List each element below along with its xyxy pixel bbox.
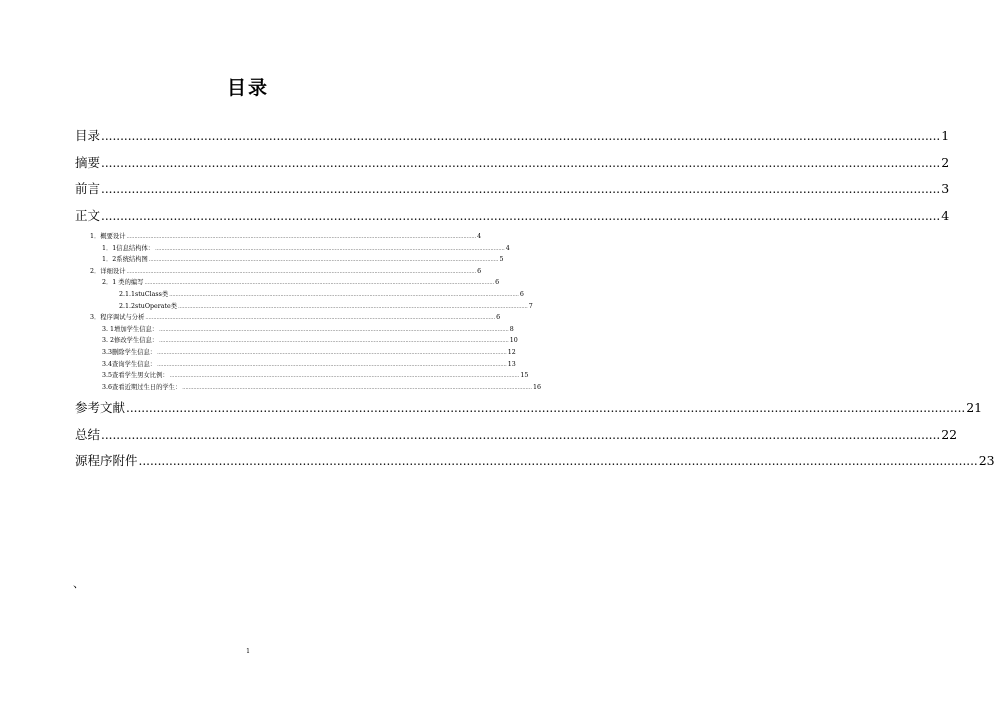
- dot-leader: ............................................................................................................................................................................................................................: [101, 129, 941, 143]
- table-of-contents: [75, 123, 995, 475]
- toc-entry-label: 2．1 类的编写: [102, 279, 144, 287]
- toc-entry-edit-student[interactable]: [75, 335, 518, 347]
- toc-entry-class-writing[interactable]: [75, 277, 500, 289]
- toc-entry-abstract[interactable]: [75, 150, 950, 177]
- toc-entry-info-struct[interactable]: [75, 243, 510, 255]
- toc-entry-page: 6: [477, 267, 482, 275]
- toc-entry-label: 目录: [75, 128, 101, 143]
- toc-entry-system-diagram[interactable]: [75, 254, 504, 266]
- toc-entry-label: 1．2系统结构图: [102, 256, 148, 264]
- toc-entry-stuoperate[interactable]: [75, 301, 533, 313]
- toc-entry-page: 23: [978, 453, 995, 469]
- stray-mark: 、: [73, 577, 84, 590]
- toc-entry-label: 3. 1增加学生信息：: [102, 325, 159, 333]
- dot-leader: ............................................................................................................................................................................................................................: [101, 427, 941, 442]
- toc-entry-page: 6: [496, 314, 501, 322]
- toc-entry-page: 4: [477, 233, 482, 240]
- dot-leader: ............................................................................................................................................................................................................................: [101, 208, 941, 223]
- toc-entry-label: 2．详细设计: [90, 267, 126, 275]
- toc-entry-page: 10: [509, 337, 518, 345]
- toc-entry-label: 前言: [75, 181, 101, 196]
- toc-title: 目录: [226, 77, 269, 99]
- dot-leader: ............................................................................................................................................................................................................................: [145, 315, 496, 322]
- dot-leader: ............................................................................................................................................................................................................................: [178, 303, 528, 310]
- toc-entry-overview-design[interactable]: [75, 231, 482, 243]
- toc-entry-label: 摘要: [75, 154, 101, 170]
- toc-entry-label: 1．1信息结构体：: [102, 244, 155, 252]
- toc-entry-label: 参考文献: [75, 400, 126, 416]
- dot-leader: ............................................................................................................................................................................................................................: [155, 245, 505, 252]
- dot-leader: ............................................................................................................................................................................................................................: [157, 349, 507, 356]
- toc-entry-add-student[interactable]: [75, 324, 514, 336]
- toc-entry-label: 1．概要设计: [90, 233, 126, 240]
- dot-leader: ............................................................................................................................................................................................................................: [126, 234, 477, 240]
- toc-entry-page: 21: [966, 400, 983, 416]
- toc-entry-page: 15: [520, 372, 529, 380]
- toc-entry-label: 3.3删除学生信息：: [102, 348, 157, 356]
- toc-entry-birthdays[interactable]: [75, 382, 541, 394]
- toc-entry-source-appendix[interactable]: [75, 448, 995, 475]
- toc-entry-label: 3．程序调试与分析: [90, 314, 145, 322]
- toc-entry-delete-student[interactable]: [75, 347, 516, 359]
- toc-entry-stuclass[interactable]: [75, 289, 524, 301]
- toc-entry-page: 13: [507, 360, 516, 368]
- toc-entry-label: 3.6查看近期过生日的学生：: [102, 383, 182, 391]
- toc-entry-gender-ratio[interactable]: [75, 370, 529, 382]
- toc-entry-page: 12: [507, 348, 516, 356]
- dot-leader: ............................................................................................................................................................................................................................: [182, 384, 532, 391]
- dot-leader: ............................................................................................................................................................................................................................: [126, 268, 477, 275]
- toc-entry-page: 2: [941, 154, 950, 170]
- toc-entry-body[interactable]: [75, 203, 950, 230]
- toc-entry-label: 2.1.2stuOperate类: [119, 302, 178, 310]
- dot-leader: ............................................................................................................................................................................................................................: [148, 257, 499, 264]
- toc-entry-contents[interactable]: [75, 123, 950, 150]
- toc-entry-page: 7: [528, 302, 533, 310]
- toc-entry-label: 源程序附件: [75, 453, 138, 469]
- dot-leader: ............................................................................................................................................................................................................................: [159, 338, 509, 345]
- toc-entry-label: 3. 2修改学生信息：: [102, 337, 159, 345]
- toc-entry-page: 22: [941, 426, 958, 442]
- toc-entry-label: 2.1.1stuClass类: [119, 290, 169, 298]
- toc-entry-detailed-design[interactable]: [75, 266, 482, 278]
- toc-entry-preface[interactable]: [75, 176, 950, 203]
- toc-entry-page: 1: [941, 128, 950, 143]
- toc-entry-page: 3: [941, 181, 950, 196]
- dot-leader: ............................................................................................................................................................................................................................: [144, 280, 495, 287]
- toc-entry-query-student[interactable]: [75, 359, 516, 371]
- toc-entry-summary[interactable]: [75, 422, 958, 449]
- dot-leader: ............................................................................................................................................................................................................................: [126, 401, 966, 416]
- dot-leader: ............................................................................................................................................................................................................................: [138, 454, 978, 469]
- toc-entry-page: 5: [499, 256, 504, 264]
- toc-entry-page: 16: [532, 383, 541, 391]
- dot-leader: ............................................................................................................................................................................................................................: [101, 182, 941, 196]
- toc-entry-label: 3.5查看学生男女比例：: [102, 372, 169, 380]
- toc-entry-page: 6: [495, 279, 500, 287]
- toc-entry-page: 8: [509, 325, 514, 333]
- toc-entry-page: 4: [941, 207, 950, 223]
- toc-entry-label: 总结: [75, 426, 101, 442]
- toc-entry-page: 4: [505, 244, 510, 252]
- toc-entry-debug-analysis[interactable]: [75, 312, 501, 324]
- page-number: 1: [246, 648, 250, 655]
- toc-entry-label: 3.4查询学生信息：: [102, 360, 157, 368]
- dot-leader: ............................................................................................................................................................................................................................: [169, 373, 520, 380]
- toc-entry-label: 正文: [75, 207, 101, 223]
- toc-entry-references[interactable]: [75, 395, 983, 422]
- dot-leader: ............................................................................................................................................................................................................................: [169, 291, 519, 298]
- dot-leader: ............................................................................................................................................................................................................................: [101, 155, 941, 170]
- toc-entry-page: 6: [519, 290, 524, 298]
- dot-leader: ............................................................................................................................................................................................................................: [159, 326, 509, 333]
- dot-leader: ............................................................................................................................................................................................................................: [157, 361, 507, 368]
